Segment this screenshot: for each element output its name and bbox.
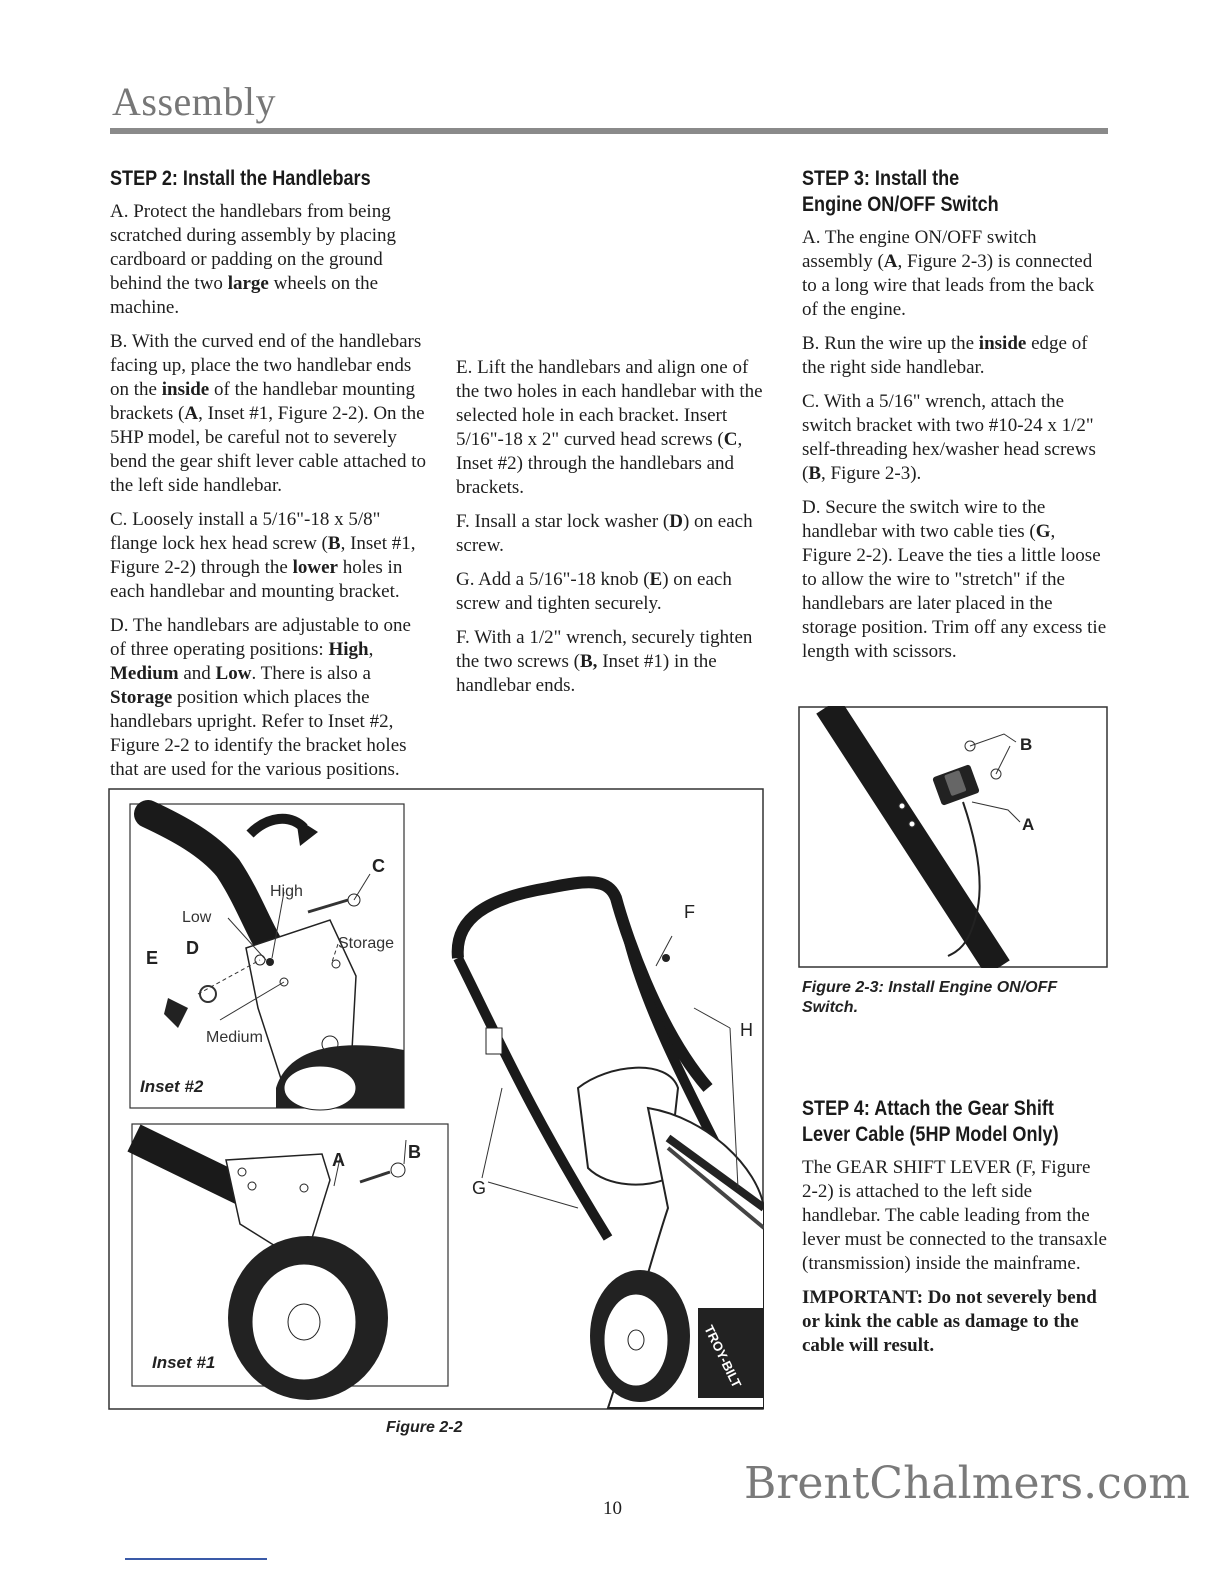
step2-para-f2	[456, 626, 768, 698]
text-run: With a 5/16" wrench, attach the switch bracket with two #10-24 x 1/2" self-threading hex/washer head screws (	[802, 391, 1096, 484]
step2-heading: STEP 2: Install the Handlebars	[110, 167, 371, 190]
label-medium: Medium	[206, 1029, 263, 1046]
bold-run: B	[327, 533, 341, 554]
para-letter: A.	[110, 201, 129, 222]
label-c: C	[372, 856, 385, 876]
text-run: edge of the right side handlebar.	[802, 333, 1088, 378]
inset-2	[130, 804, 404, 1110]
step3-heading-line2: Engine ON/OFF Switch	[802, 193, 999, 216]
step3-para-c	[802, 390, 1108, 486]
text-run: , Figure 2-3) is connected to a long wire that leads from the back of the engine.	[802, 251, 1095, 320]
bold-run: Storage	[110, 687, 173, 708]
step3-para-a	[802, 226, 1108, 322]
step2-column-1	[110, 166, 426, 792]
footer-link-line	[125, 1558, 267, 1560]
text-run: Run the wire up the	[819, 333, 979, 354]
title-rule	[110, 128, 1108, 134]
label-e: E	[146, 948, 159, 968]
bold-run: D	[669, 511, 683, 532]
label-b: B	[408, 1142, 421, 1162]
bold-run: Medium	[110, 663, 179, 684]
text-run: , Inset #1, Figure 2-2) through the	[110, 533, 416, 578]
step4-column	[802, 1096, 1108, 1368]
text-run: ) on each screw.	[456, 511, 753, 556]
text-run: , Inset #1, Figure 2-2). On the 5HP model, be careful not to severely bend the gear shift lever cable attached to the left side handlebar.	[110, 403, 426, 496]
text-run: Inset #1) in the handlebar ends.	[456, 651, 717, 696]
label-h: H	[740, 1020, 753, 1040]
bold-run: E	[649, 569, 663, 590]
figure-2-3-caption: Figure 2-3: Install Engine ON/OFF Switch.	[802, 979, 1058, 1016]
bold-run: inside	[978, 333, 1027, 354]
para-letter: C.	[110, 509, 128, 530]
bold-run: B	[808, 463, 822, 484]
wheel-hub	[288, 1304, 320, 1340]
step2-column-2	[456, 356, 768, 708]
text-run: Insall a star lock washer (	[469, 511, 670, 532]
watermark: BrentChalmers.com	[744, 1458, 1190, 1509]
text-run: Protect the handlebars from being scratched during assembly by placing cardboard or padding on the ground behind the two	[110, 201, 396, 294]
label-high: High	[270, 883, 303, 900]
label-a: A	[1022, 815, 1035, 834]
front-wheel-hub	[628, 1330, 644, 1350]
para-letter: B.	[802, 333, 820, 354]
figure-2-2-caption: Figure 2-2	[386, 1419, 463, 1436]
text-run: With the curved end of the handlebars facing up, place the two handlebar ends on the	[110, 331, 422, 400]
text-run: Lift the handlebars and align one of the two holes in each handlebar with the selected hole in each bracket. Insert 5/16"-18 x 2" curved head screws (	[456, 357, 763, 450]
text-run: , Inset #2) through the handlebars and brackets.	[456, 429, 743, 498]
switch-box	[486, 1028, 502, 1054]
text-run: ) on each screw and tighten securely.	[456, 569, 732, 614]
para-letter: D.	[110, 615, 129, 636]
step2-para-d	[110, 614, 426, 782]
text-run: With a 1/2" wrench, securely tighten the two screws (	[456, 627, 753, 672]
para-letter: F.	[456, 627, 470, 648]
label-f: F	[684, 902, 695, 922]
bold-run: C	[723, 429, 738, 450]
page-title: Assembly	[112, 79, 276, 124]
step2-para-a	[110, 200, 426, 320]
para-letter: F.	[456, 511, 470, 532]
bold-run: large	[227, 273, 269, 294]
label-a: A	[332, 1150, 345, 1170]
text-run: ,	[368, 639, 374, 660]
text-run: Add a 5/16"-18 knob (	[474, 569, 650, 590]
step2-para-e	[456, 356, 768, 500]
bold-run: Low	[215, 663, 252, 684]
bold-run: inside	[161, 379, 210, 400]
text-run: . There is also a	[251, 663, 371, 684]
text-run: holes in each handlebar and mounting bracket.	[110, 557, 403, 602]
step4-important: IMPORTANT: Do not severely bend or kink the cable as damage to the cable will result.	[802, 1287, 1097, 1356]
text-run: wheels on the machine.	[110, 273, 379, 318]
text-run: , Figure 2-2). Leave the ties a little loose to allow the wire to "stretch" if the handlebars are later placed in the storage position. Trim off any excess tie length with scissors.	[802, 521, 1107, 662]
text-run: position which places the handlebars upright. Refer to Inset #2, Figure 2-2 to identify the bracket holes that are used for the various positions.	[110, 687, 407, 780]
bold-run: High	[328, 639, 369, 660]
wheel-hub	[284, 1066, 356, 1110]
inset-1-label: Inset #1	[152, 1353, 216, 1372]
text-run: Secure the switch wire to the handlebar with two cable ties (	[802, 497, 1046, 542]
gear-lever	[662, 954, 670, 962]
step4-heading-line2: Lever Cable (5HP Model Only)	[802, 1123, 1059, 1146]
step2-para-f	[456, 510, 768, 558]
step3-para-b	[802, 332, 1108, 380]
text-run: The handlebars are adjustable to one of three operating positions:	[110, 615, 411, 660]
step2-para-c	[110, 508, 426, 604]
bold-run: B,	[580, 651, 598, 672]
step4-heading-line1: STEP 4: Attach the Gear Shift	[802, 1097, 1054, 1120]
label-b: B	[1020, 735, 1033, 754]
label-g: G	[472, 1178, 487, 1198]
tube-hole	[909, 821, 915, 827]
text-run: and	[178, 663, 216, 684]
bold-run: lower	[292, 557, 338, 578]
text-run: , Figure 2-3).	[821, 463, 922, 484]
inset-2-label: Inset #2	[140, 1077, 204, 1096]
page-number: 10	[603, 1498, 622, 1519]
para-letter: B.	[110, 331, 128, 352]
step4-para-1: The GEAR SHIFT LEVER (F, Figure 2-2) is attached to the left side handlebar. The cable leading from the lever must be connected to the transaxle (transmission) inside the mainframe.	[802, 1157, 1107, 1274]
label-low: Low	[182, 909, 212, 926]
text-run: Loosely install a 5/16"-18 x 5/8" flange lock hex head screw (	[110, 509, 381, 554]
text-run: of the handlebar mounting brackets (	[110, 379, 416, 424]
label-storage: Storage	[338, 935, 395, 952]
bold-run: A	[883, 251, 898, 272]
para-letter: C.	[802, 391, 820, 412]
text-run: The engine ON/OFF switch assembly (	[802, 227, 1037, 272]
step3-column	[802, 166, 1108, 674]
step2-para-g	[456, 568, 768, 616]
inset-1	[132, 1124, 448, 1400]
para-letter: G.	[456, 569, 475, 590]
label-d: D	[186, 938, 199, 958]
para-letter: A.	[802, 227, 821, 248]
para-letter: E.	[456, 357, 473, 378]
figure-2-3-illustration	[798, 706, 1108, 968]
bold-run: A	[184, 403, 199, 424]
brand-logo: TROY-BILT	[701, 1322, 745, 1391]
bold-run: G	[1035, 521, 1051, 542]
para-letter: D.	[802, 497, 821, 518]
figure-2-2-illustration	[108, 788, 764, 1412]
step2-para-b	[110, 330, 426, 498]
step3-para-d	[802, 496, 1108, 664]
tube-hole	[899, 803, 905, 809]
step3-heading-line1: STEP 3: Install the	[802, 167, 960, 190]
